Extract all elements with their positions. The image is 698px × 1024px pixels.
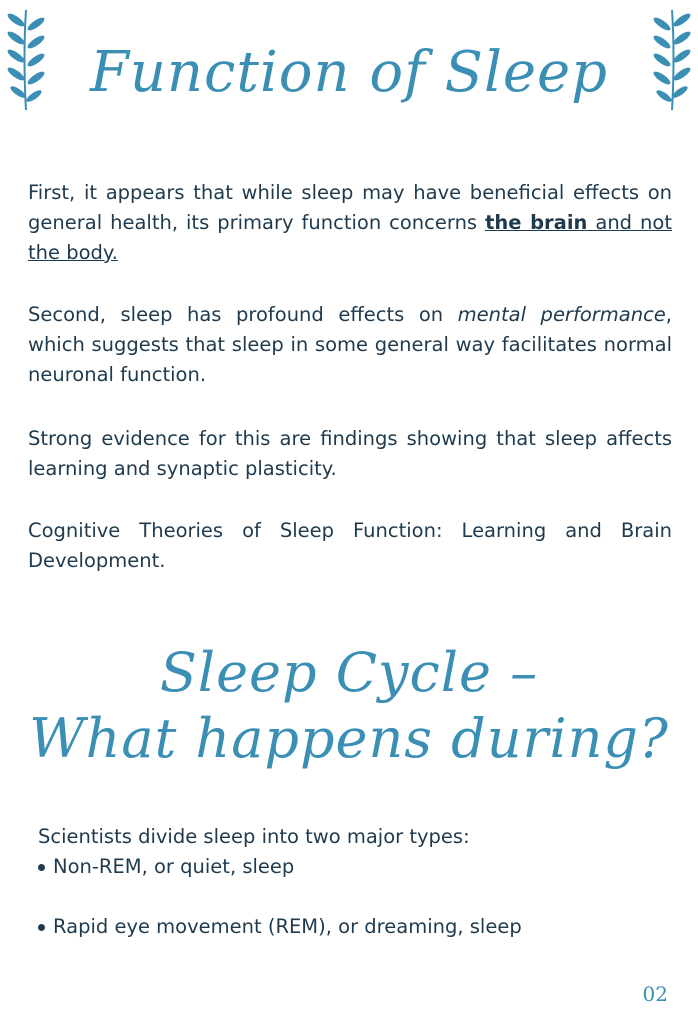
paragraph-4: Cognitive Theories of Sleep Function: Learning and Brain Development.	[28, 519, 672, 572]
brain-emphasis-rest: and not the body.	[28, 211, 672, 264]
list-item-text: Rapid eye movement (REM), or dreaming, sleep	[53, 915, 522, 938]
section-title-line-1: Sleep Cycle –	[159, 641, 539, 704]
paragraph-3: Strong evidence for this are findings showing that sleep affects learning and synaptic plasticity.	[28, 427, 672, 480]
paragraph-2-before: Second, sleep has profound effects on	[28, 303, 458, 326]
page-number: 02	[642, 982, 668, 1006]
types-intro: Scientists divide sleep into two major types:	[38, 825, 470, 848]
list-item	[38, 912, 522, 942]
paragraph-2-after: , which suggests that sleep in some general way facilitates normal neuronal function.	[28, 303, 672, 386]
paragraph-1	[28, 178, 672, 268]
paragraph-2-italic: mental performance	[457, 303, 666, 326]
list-item-text: Non-REM, or quiet, sleep	[53, 855, 295, 878]
bullet-dot-icon	[38, 864, 45, 871]
paragraph-1-text: First, it appears that while sleep may have beneficial effects on general health, its primary function concerns	[28, 181, 672, 234]
section-title	[0, 640, 698, 772]
section-title-line-2: What happens during?	[29, 707, 669, 770]
list-item	[38, 852, 294, 882]
bullet-dot-icon	[38, 924, 45, 931]
brain-emphasis-bold: the brain	[485, 211, 588, 234]
paragraph-2	[28, 300, 672, 390]
page-title: Function of Sleep	[90, 40, 608, 105]
